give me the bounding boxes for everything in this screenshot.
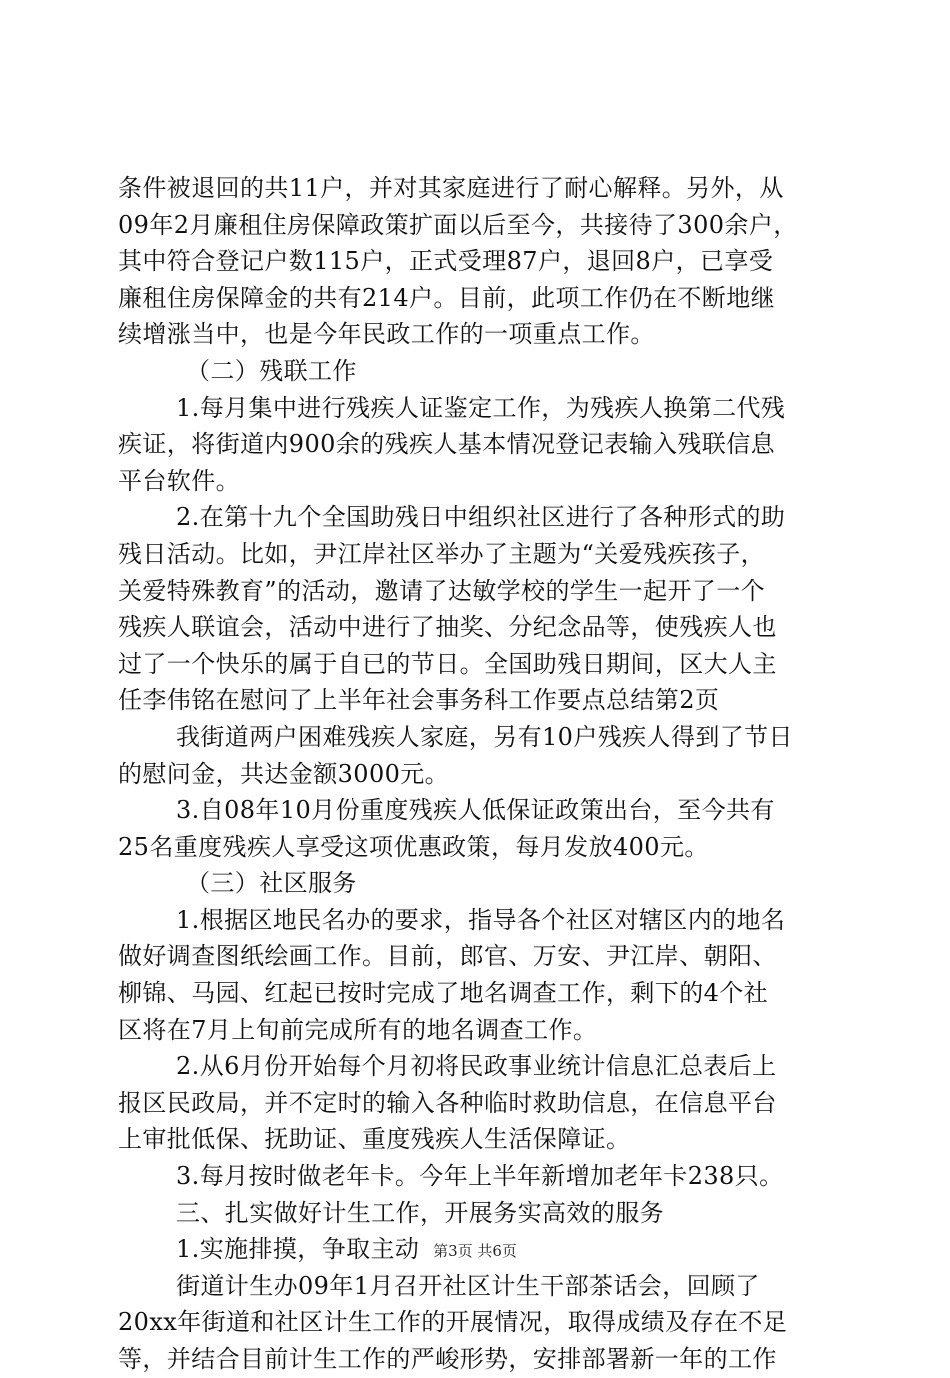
paragraph-line: 街道计生办09年1月召开社区计生干部茶话会，回顾了 xyxy=(176,1271,760,1300)
paragraph-line: 3.自08年10月份重度残疾人低保证政策出台，至今共有 xyxy=(176,796,775,825)
paragraph-line: 等，并结合目前计生工作的严峻形势，安排部署新一年的工作 xyxy=(118,1345,777,1373)
paragraph-line: 平台软件。 xyxy=(118,466,240,495)
paragraph-line: 任李伟铭在慰问了上半年社会事务科工作要点总结第2页 xyxy=(118,686,720,715)
paragraph-line: 区将在7月上旬前完成所有的地名调查工作。 xyxy=(118,1015,598,1044)
subsection-heading: 1.实施排摸，争取主动 xyxy=(176,1235,420,1264)
paragraph-line: 残日活动。比如，尹江岸社区举办了主题为“关爱残疾孩子， xyxy=(118,539,766,568)
paragraph-line: 过了一个快乐的属于自已的节日。全国助残日期间，区大人主 xyxy=(118,649,777,678)
paragraph-line: 续增涨当中，也是今年民政工作的一项重点工作。 xyxy=(118,320,655,349)
paragraph-line: 柳锦、马园、红起已按时完成了地名调查工作，剩下的4个社 xyxy=(118,979,769,1008)
paragraph-line: 疾证，将街道内900余的残疾人基本情况登记表输入残联信息 xyxy=(118,430,776,459)
paragraph-line: 1.每月集中进行残疾人证鉴定工作，为残疾人换第二代残 xyxy=(176,393,786,422)
paragraph-line: 3.每月按时做老年卡。今年上半年新增加老年卡238只。 xyxy=(176,1162,784,1191)
paragraph-line: 做好调查图纸绘画工作。目前，郎官、万安、尹江岸、朝阳、 xyxy=(118,942,777,971)
paragraph-line: 我街道两户困难残疾人家庭，另有10户残疾人得到了节日 xyxy=(176,722,793,751)
paragraph-line: 关爱特殊教育”的活动，邀请了达敏学校的学生一起开了一个 xyxy=(118,576,766,605)
paragraph-line: 其中符合登记户数115户，正式受理87户，退回8户，已享受 xyxy=(118,247,774,276)
paragraph-line: 2.在第十九个全国助残日中组织社区进行了各种形式的助 xyxy=(176,503,786,532)
page-footer: 第3页 共6页 xyxy=(433,1242,517,1260)
section-heading: （二）残联工作 xyxy=(186,356,357,385)
paragraph-line: 09年2月廉租住房保障政策扩面以后至今，共接待了300余户， xyxy=(118,210,798,239)
paragraph-line: 残疾人联谊会，活动中进行了抽奖、分纪念品等，使残疾人也 xyxy=(118,613,777,642)
paragraph-line: 1.根据区地民名办的要求，指导各个社区对辖区内的地名 xyxy=(176,905,786,934)
paragraph-line: 25名重度残疾人享受这项优惠政策，每月发放400元。 xyxy=(118,832,709,861)
paragraph-line: 20xx年街道和社区计生工作的开展情况，取得成绩及存在不足 xyxy=(118,1308,788,1337)
section-heading: （三）社区服务 xyxy=(186,869,357,898)
paragraph-line: 的慰问金，共达金额3000元。 xyxy=(118,759,450,788)
paragraph-line: 上审批低保、抚助证、重度残疾人生活保障证。 xyxy=(118,1125,631,1154)
paragraph-line: 报区民政局，并不定时的输入各种临时救助信息，在信息平台 xyxy=(118,1088,777,1117)
paragraph-line: 2.从6月份开始每个月初将民政事业统计信息汇总表后上 xyxy=(176,1052,777,1081)
paragraph-line: 条件被退回的共11户，并对其家庭进行了耐心解释。另外，从 xyxy=(118,174,784,202)
section-heading: 三、扎实做好计生工作，开展务实高效的服务 xyxy=(176,1198,664,1227)
paragraph-line: 廉租住房保障金的共有214户。目前，此项工作仍在不断地继 xyxy=(118,283,776,312)
document-body xyxy=(118,170,838,1378)
